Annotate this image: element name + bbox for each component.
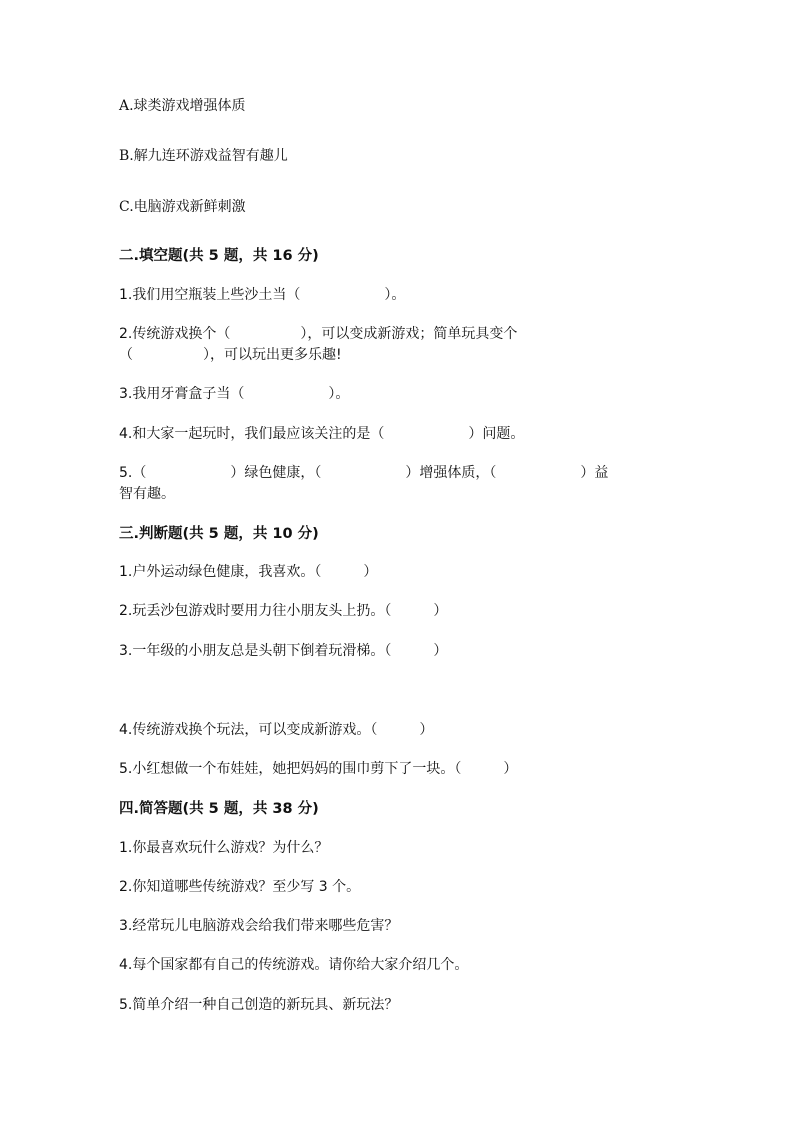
section-heading-fill-blank: 二.填空题(共 5 题，共 16 分) — [119, 248, 319, 264]
fill-question-5-line-1: 5.（ ）绿色健康，（ ）增强体质，（ ）益 — [119, 465, 609, 481]
fill-question-4: 4.和大家一起玩时，我们最应该关注的是（ ）问题。 — [119, 426, 525, 442]
short-question-4: 4.每个国家都有自己的传统游戏。请你给大家介绍几个。 — [119, 957, 469, 973]
option-a: A.球类游戏增强体质 — [119, 98, 246, 114]
fill-question-1: 1.我们用空瓶装上些沙土当（ ）。 — [119, 287, 406, 303]
judge-question-3: 3.一年级的小朋友总是头朝下倒着玩滑梯。（ ） — [119, 643, 448, 659]
fill-question-2-line-1: 2.传统游戏换个（ ），可以变成新游戏；简单玩具变个 — [119, 326, 518, 342]
fill-question-3: 3.我用牙膏盒子当（ ）。 — [119, 386, 350, 402]
section-heading-short-answer: 四.简答题(共 5 题，共 38 分) — [119, 801, 319, 817]
fill-question-2-line-2: （ ），可以玩出更多乐趣! — [119, 347, 342, 363]
option-b: B.解九连环游戏益智有趣儿 — [119, 148, 288, 164]
judge-question-2: 2.玩丢沙包游戏时要用力往小朋友头上扔。（ ） — [119, 603, 448, 619]
section-heading-true-false: 三.判断题(共 5 题，共 10 分) — [119, 526, 319, 542]
short-question-5: 5.简单介绍一种自己创造的新玩具、新玩法？ — [119, 997, 399, 1013]
judge-question-1: 1.户外运动绿色健康，我喜欢。（ ） — [119, 564, 378, 580]
judge-question-5: 5.小红想做一个布娃娃，她把妈妈的围巾剪下了一块。（ ） — [119, 761, 518, 777]
short-question-2: 2.你知道哪些传统游戏？至少写 3 个。 — [119, 879, 361, 895]
judge-question-4: 4.传统游戏换个玩法，可以变成新游戏。（ ） — [119, 722, 434, 738]
short-question-1: 1.你最喜欢玩什么游戏？为什么？ — [119, 840, 329, 856]
option-c: C.电脑游戏新鲜刺激 — [119, 199, 246, 215]
short-question-3: 3.经常玩儿电脑游戏会给我们带来哪些危害？ — [119, 918, 399, 934]
fill-question-5-line-2: 智有趣。 — [119, 486, 175, 502]
